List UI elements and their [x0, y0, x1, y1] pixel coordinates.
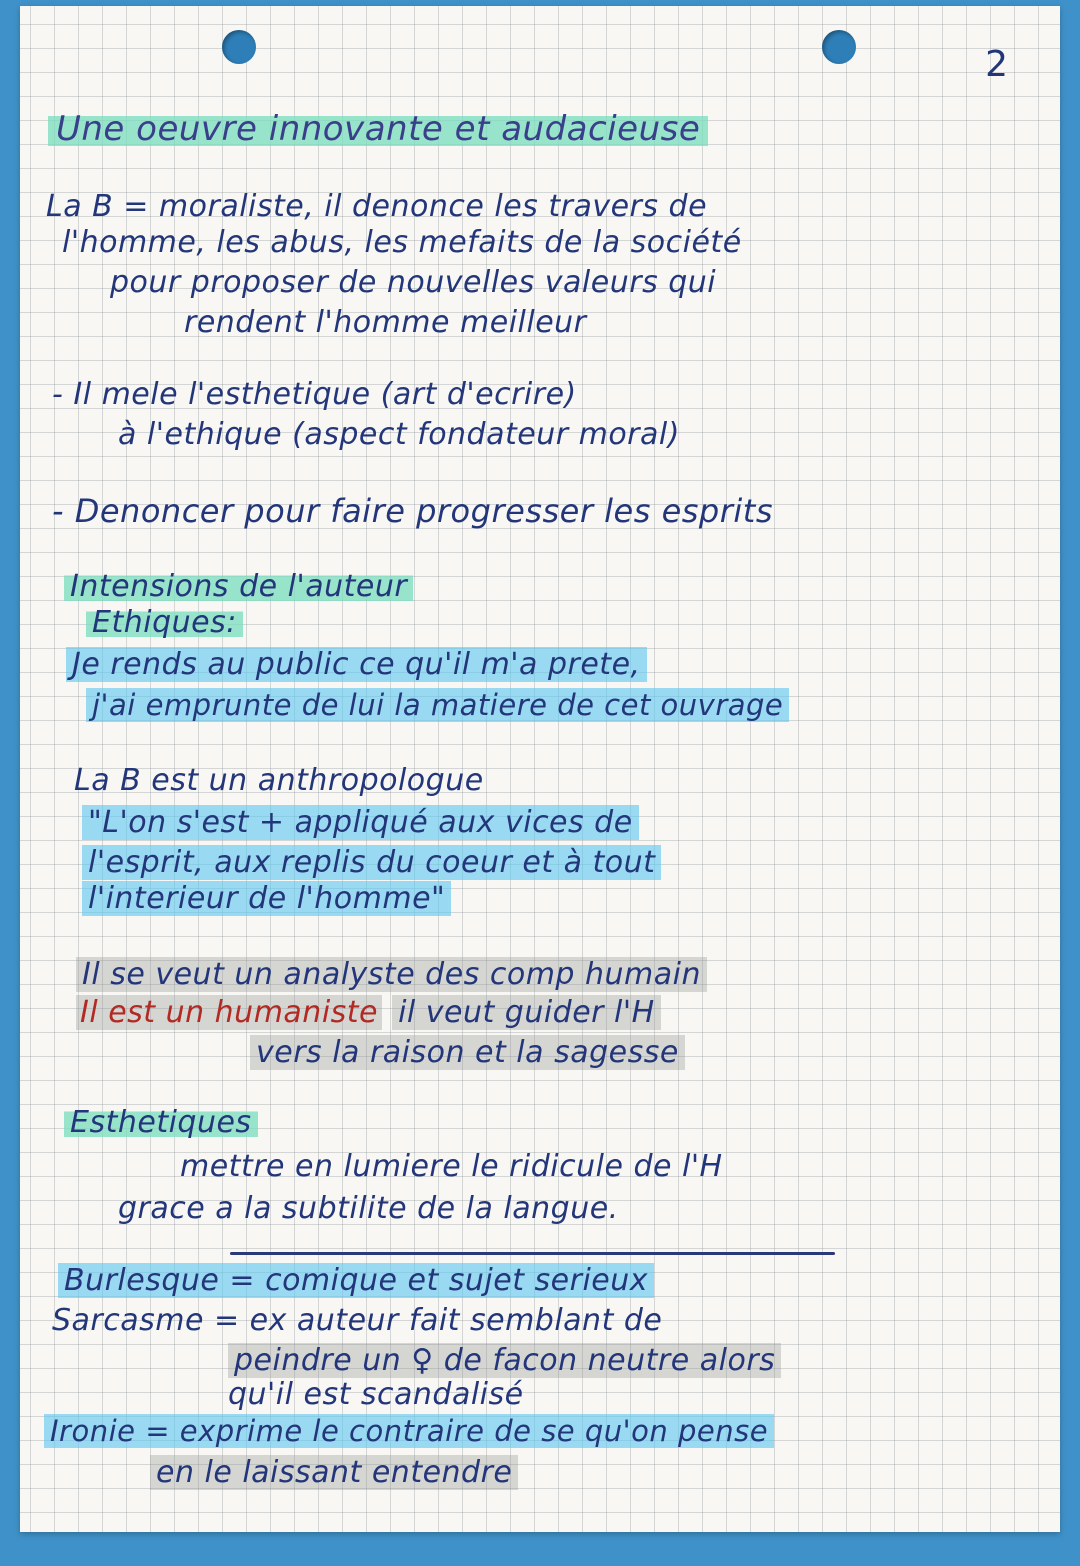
divider	[230, 1252, 835, 1255]
definition-text: en le laissant entendre	[150, 1455, 518, 1490]
quote-text: "L'on s'est + appliqué aux vices de	[82, 805, 639, 840]
definition-line	[58, 1264, 654, 1298]
definition-line	[228, 1344, 781, 1378]
intentions-heading-text: Intensions de l'auteur	[64, 569, 413, 604]
quote-line	[82, 882, 451, 916]
definition-line	[44, 1414, 774, 1448]
quote-text: Je rends au public ce qu'il m'a prete,	[66, 647, 647, 682]
esthetiques-heading-text: Esthetiques	[64, 1105, 258, 1140]
definition-line: qu'il est scandalisé	[228, 1377, 524, 1412]
analyste-text: Il se veut un analyste des comp humain	[76, 957, 707, 992]
bullet-line: - Denoncer pour faire progresser les esprits	[52, 492, 773, 530]
quote-text: j'ai emprunte de lui la matiere de cet ouvrage	[86, 688, 789, 722]
bullet-line: - Il mele l'esthetique (art d'ecrire)	[52, 377, 577, 412]
intro-line: pour proposer de nouvelles valeurs qui	[110, 265, 717, 300]
intro-line: l'homme, les abus, les mefaits de la société	[62, 225, 742, 260]
humaniste-line	[250, 1036, 685, 1070]
esth-line: mettre en lumiere le ridicule de l'H	[180, 1149, 723, 1184]
ethiques-heading-text: Ethiques:	[86, 605, 243, 640]
humaniste-line	[76, 996, 661, 1030]
definition-text: Ironie = exprime le contraire de se qu'on pense	[44, 1414, 774, 1448]
quote-line	[82, 806, 639, 840]
intro-line: rendent l'homme meilleur	[184, 305, 587, 340]
quote-line	[82, 846, 661, 880]
punch-hole	[822, 30, 856, 64]
page-number: 2	[985, 44, 1008, 85]
definition-text: Burlesque = comique et sujet serieux	[58, 1263, 654, 1298]
definition-line	[150, 1456, 518, 1490]
definition-text: peindre un ♀ de facon neutre alors	[228, 1343, 781, 1378]
anthropo-line: La B est un anthropologue	[74, 763, 484, 798]
analyste-line	[76, 958, 707, 992]
punch-hole	[222, 30, 256, 64]
intro-line: La B = moraliste, il denonce les travers de	[46, 189, 708, 224]
bullet-line: à l'ethique (aspect fondateur moral)	[118, 417, 680, 452]
humaniste-text: Il est un humaniste	[76, 995, 382, 1030]
title-text: Une oeuvre innovante et audacieuse	[48, 109, 708, 149]
ethiques-heading	[86, 606, 243, 640]
intentions-heading	[64, 570, 413, 604]
quote-line	[66, 648, 647, 682]
quote-line	[86, 688, 789, 722]
esth-line: grace a la subtilite de la langue.	[118, 1191, 619, 1226]
definition-line: Sarcasme = ex auteur fait semblant de	[52, 1303, 663, 1338]
esthetiques-heading	[64, 1106, 258, 1140]
humaniste-text: vers la raison et la sagesse	[250, 1035, 685, 1070]
humaniste-text: il veut guider l'H	[392, 995, 661, 1030]
quote-text: l'esprit, aux replis du coeur et à tout	[82, 845, 661, 880]
section-title	[48, 109, 708, 149]
quote-text: l'interieur de l'homme"	[82, 881, 451, 916]
